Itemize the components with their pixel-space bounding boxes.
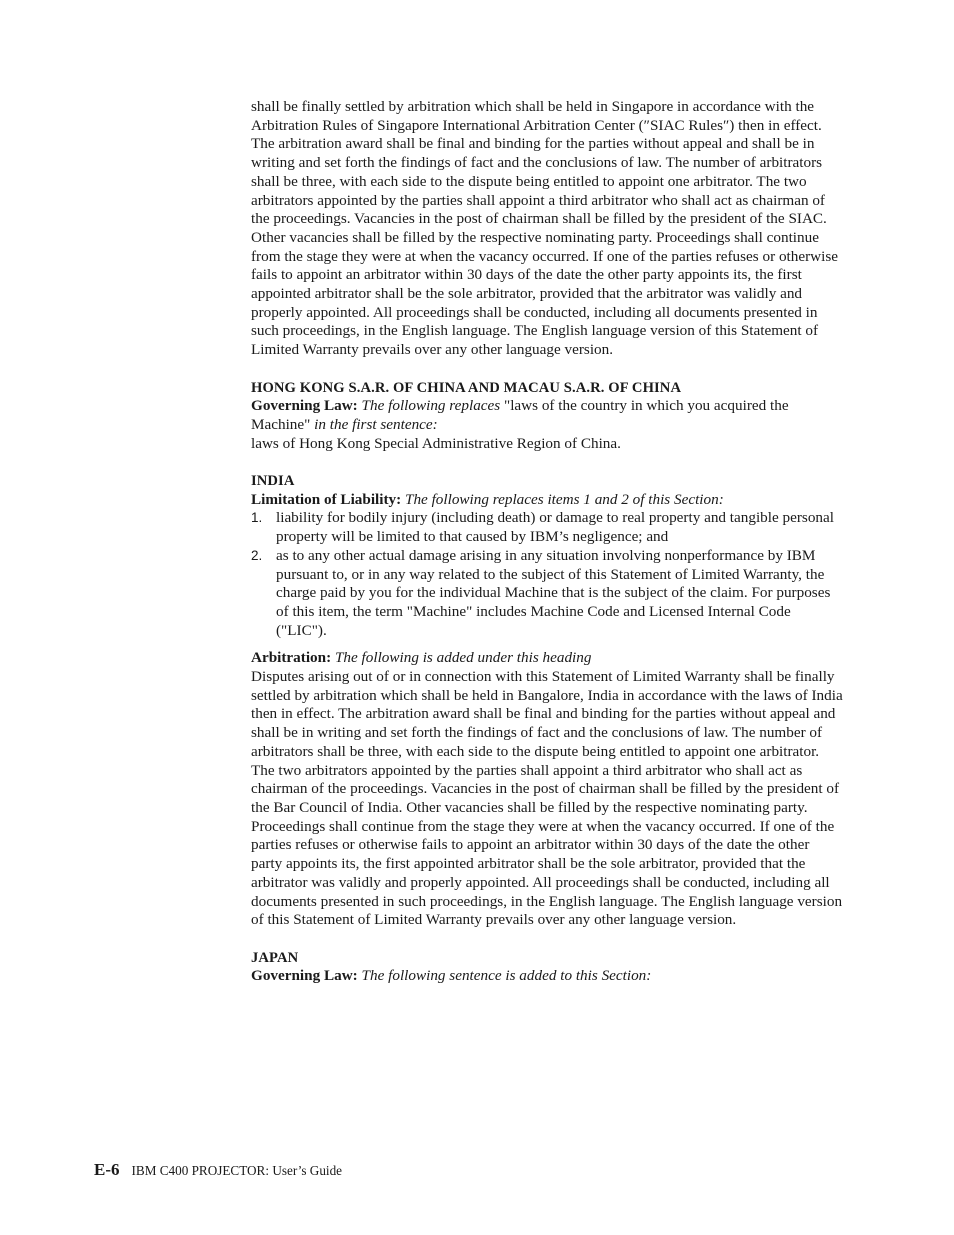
arbitration-intro: The following is added under this heading (334, 649, 592, 667)
spacer (251, 640, 843, 649)
document-title: IBM C400 PROJECTOR: User’s Guide (131, 1163, 343, 1178)
continued-paragraph: shall be finally settled by arbitration which shall be held in Singapore in accordance with the Arbitration Rules of Singapore International Arbitration Center (″SIAC Rules″) then in effect. The arbitration award shall be final and binding for the parties without appeal and shall be in writing and set forth the findings of fact and the conclusions of law. The number of arbitrators shall be three, with each side to the dispute being entitled to appoint one arbitrator. The two arbitrators appointed by the parties shall appoint a third arbitrator who shall act as chairman of the proceedings. Vacancies in the post of chairman shall be filled by the president of the SIAC. Other vacancies shall be filled by the respective nominating party. Proceedings shall continue from the stage they were at when the vacancy occurred. If one of the parties refuses or otherwise fails to appoint an arbitrator within 30 days of the date the other party appoints its, the first appointed arbitrator shall be the sole arbitrator, provided that the arbitrator was validly and properly appointed. All proceedings shall be conducted, including all documents presented in such proceedings, in the English language. The English language version of this Statement of Limited Warranty prevails over any other language version. (251, 98, 838, 359)
section-heading-hong-kong: HONG KONG S.A.R. OF CHINA AND MACAU S.A.R. OF CHINA (251, 379, 682, 396)
limitation-label: Limitation of Liability: (251, 490, 402, 508)
replacement-intro: The following replaces (361, 397, 501, 415)
governing-law-intro: The following sentence is added to this Section: (361, 967, 652, 985)
page-number: E-6 (94, 1160, 120, 1179)
spacer (251, 360, 843, 379)
spacer (251, 930, 843, 949)
governing-law-text: laws of Hong Kong Special Administrative Region of China. (251, 434, 621, 452)
list-item (251, 547, 843, 641)
governing-law-label: Governing Law: (251, 967, 358, 985)
section-india (251, 472, 843, 930)
section-japan (251, 949, 843, 986)
quoted-phrase: "laws of the country in which you acquired the Machine" (251, 397, 789, 433)
section-hong-kong (251, 379, 843, 454)
limitation-intro: The following replaces items 1 and 2 of this Section: (405, 490, 724, 508)
spacer (251, 453, 843, 472)
governing-law-japan (251, 967, 843, 986)
section-heading-japan: JAPAN (251, 949, 299, 966)
liability-items-list (251, 509, 843, 640)
page-footer (94, 1160, 342, 1181)
document-body (251, 98, 843, 986)
governing-law-label: Governing Law: (251, 397, 358, 415)
list-item-number: 2. (251, 547, 263, 563)
arbitration-label: Arbitration: (251, 649, 332, 667)
arbitration-text: Disputes arising out of or in connection with this Statement of Limited Warranty shall be finally settled by arbitration which shall be held in Bangalore, India in accordance with the laws of India then in effect. The arbitration award shall be final and binding for the parties without appeal and shall be in writing and set forth the findings of fact and the conclusions of law. The number of arbitrators shall be three, with each side to the dispute being entitled to appoint one arbitrator. The two arbitrators appointed by the parties shall appoint a third arbitrator who shall act as chairman of the proceedings. Vacancies in the post of chairman shall be filled by the president of the Bar Council of India. Other vacancies shall be filled by the respective nominating party. Proceedings shall continue from the stage they were at when the vacancy occurred. If one of the parties refuses or otherwise fails to appoint an arbitrator within 30 days of the date the other party appoints its, the first appointed arbitrator shall be the sole arbitrator, provided that the arbitrator was validly and properly appointed. All proceedings shall be conducted, including all documents presented in such proceedings, in the English language. The English language version of this Statement of Limited Warranty prevails over any other language version. (251, 668, 843, 929)
list-item-number: 1. (251, 510, 263, 526)
limitation-of-liability (251, 491, 843, 510)
list-item-text: liability for bodily injury (including death) or damage to real property and tangible personal property will be limited to that caused by IBM’s negligence; and (276, 509, 834, 546)
list-item-text: as to any other actual damage arising in any situation involving nonperformance by IBM pursuant to, or in any way related to the subject of this Statement of Limited Warranty, the charge paid by you for the individual Machine that is the subject of the claim. For purposes of this item, the term "Machine" includes Machine Code and Licensed Internal Code ("LIC"). (276, 546, 831, 639)
arbitration-heading (251, 649, 843, 668)
section-heading-india: INDIA (251, 473, 295, 490)
governing-law-hong-kong (251, 397, 843, 434)
list-item (251, 509, 843, 546)
replacement-intro-end: in the first sentence: (314, 415, 438, 433)
